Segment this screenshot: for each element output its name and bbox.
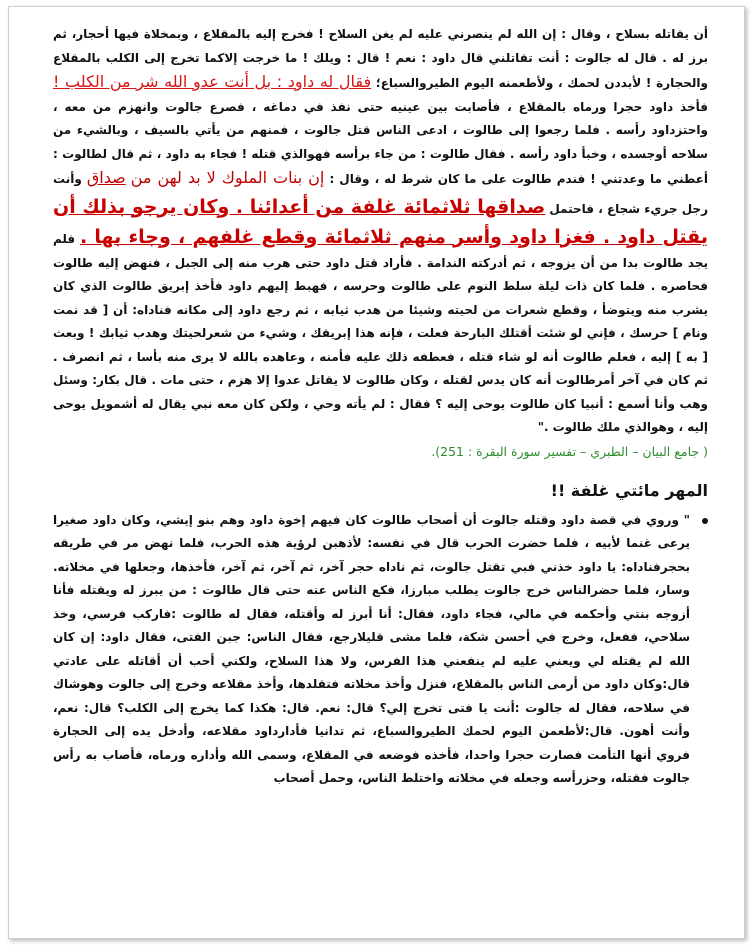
- passage-1-text-a: أن يقاتله بسلاح ، وقال : إن الله لم ينصرني عليه لم يغن السلاح ! فخرج إليه بالمقلاع ، وبمخلاة فيها أحجار، ثم برز له . قال له جالوت : أنت تقاتلني قال داود : نعم ! قال : ويلك ! ما خرجت إلاكما تخرج إلى الكلب بالمقلاع والحجارة ! لأبددن لحمك ، ولأطعمنه اليوم الطيروالسباع؛: [53, 27, 708, 90]
- document-page: [53, 23, 708, 791]
- section-heading: المهر مائتي غلفة !!: [550, 481, 708, 500]
- passage-1-text-d: فلم يجد طالوت بدا من أن يزوجه ، ثم أدركته الندامة . فأراد قتل داود حتى هرب منه إلى الجبل ، فنهض إليه طالوت فحاصره . فلما كان ذات ليلة سلط النوم على طالوت وحرسه ، فهبط إليهم داود فأخذ إبريق طالوت الذي كان يشرب منه ويتوضأ ، وقطع شعرات من لحيته وشيئا من هدب ثيابه ، ثم رجع داود إلى مكانه فناداه: أن [ قد نمت ونام ] حرسك ، فإني لو شئت أقتلك البارحة فعلت ، فإنه هذا إبريقك ، وشيء من شعرلحيتك وهدب ثيابك ! وبعث [ به ] إليه ، فعلم طالوت أنه لو شاء قتله ، فعطفه ذلك عليه فأمنه ، وعاهده بالله لا يرى منه بأسا ، ثم انصرف . ثم كان في آخر أمرطالوت أنه كان يدس لقتله ، وكان طالوت لا يقاتل عدوا إلا هزم ، حتى مات . قال بكار: وسئل وهب وأنا أسمع : أنبيا كان طالوت يوحى إليه ؟ فقال : لم يأته وحي ، ولكن كان معه نبي يقال له أشمويل يوحى إليه ، وهوالذي ملك طالوت .": [53, 231, 708, 434]
- passage-1-text-b: فأخذ داود حجرا ورماه بالمقلاع ، فأصابت بين عينيه حتى نفذ في دماغه ، فصرع جالوت وانهزم من معه ، واحتزداود رأسه . فلما رجعوا إلى طالوت ، ادعى الناس قتل جالوت ، فمنهم من يأتي بالسيف ، وبالشيء من سلاحه أوجسده ، وخبأ داود رأسه . فقال طالوت : من جاء برأسه فهوالذي قتله ! فجاء به داود ، ثم قال لطالوت : أعطني ما وعدتني ! فندم طالوت على ما كان شرط له ، وقال :: [53, 99, 709, 186]
- underlined-word: صداق: [86, 168, 126, 187]
- bullet-icon: [702, 518, 708, 524]
- section-2: [53, 509, 708, 791]
- big-red-highlight: صداقها ثلاثمائة غلفة من أعدائنا . وكان يرجو بذلك أن يقتل داود . فغزا داود وأسر منهم ثلاثمائة وقطع غلفهم ، وجاء بها .: [53, 195, 708, 248]
- passage-1: [53, 23, 708, 440]
- passage-2: " وروي في قصة داود وقتله جالوت أن أصحاب طالوت كان فيهم إخوة داود وهم بنو إيشي، وكان داود صغيرا يرعى غنما لأبيه ، فلما حضرت الحرب قال في نفسه: لأذهبن لرؤية هذه الحرب، فلما نهض مر في طريقه بحجرفناداه: يا داود خذني فبي تقتل جالوت، ثم ناداه حجر آخر، ثم آخر، ثم آخر، فأخذها، وجعلها في مخلاته. وسار، فلما حضرالناس خرج جالوت يطلب مبارزا، فكع الناس عنه حتى قال طالوت : من يبرز له ويقتله فأنا أزوجه بنتي وأحكمه في مالي، فجاء داود، فقال: أنا أبرز له وأقتله، فقال له طالوت :فاركب فرسي، وخذ سلاحي، ففعل، وخرج في أحسن شكة، فلما مشى قليلارجع، فقال الناس: جبن الفتى، فقال داود: إن كان الله لم يقتله لي ويعني عليه لم ينفعني هذا الفرس، ولا هذا السلاح، ولكني أحب أن أقاتله على عادتي قال:وكان داود من أرمى الناس بالمقلاع، فنزل وأخذ مخلاته فتقلدها، وأخذ مقلاعه وخرج إلى جالوت وهوشاك في سلاحه، فقال له جالوت :أنت يا فتى تخرج إلي؟ قال: نعم. قال: هكذا كما يخرج إلى الكلب؟ قال: نعم، وأنت أهون. قال:لأطعمن اليوم لحمك الطيروالسباع، ثم تدانيا فأدارداود مقلاعه، وأدخل يده إلى الحجارة فروي أنها التأمت فصارت حجرا واحدا، فأخذه فوضعه في المقلاع، وسمى الله وأداره ورماه، فأصاب به رأس جالوت فقتله، وحزرأسه وجعله في مخلاته واختلط الناس، وحمل أصحاب: [53, 512, 690, 785]
- passage-1-text-c: وأنت رجل جريء شجاع ، فاحتمل: [53, 172, 708, 216]
- small-red-text: إن بنات الملوك لا بد لهن من: [130, 168, 325, 187]
- citation: ( جامع البيان – الطبري – تفسير سورة البقرة : 251).: [431, 443, 708, 459]
- document-frame: [8, 6, 745, 939]
- red-quote: فقال له داود : بل أنت عدو الله شر من الكلب !: [53, 72, 372, 91]
